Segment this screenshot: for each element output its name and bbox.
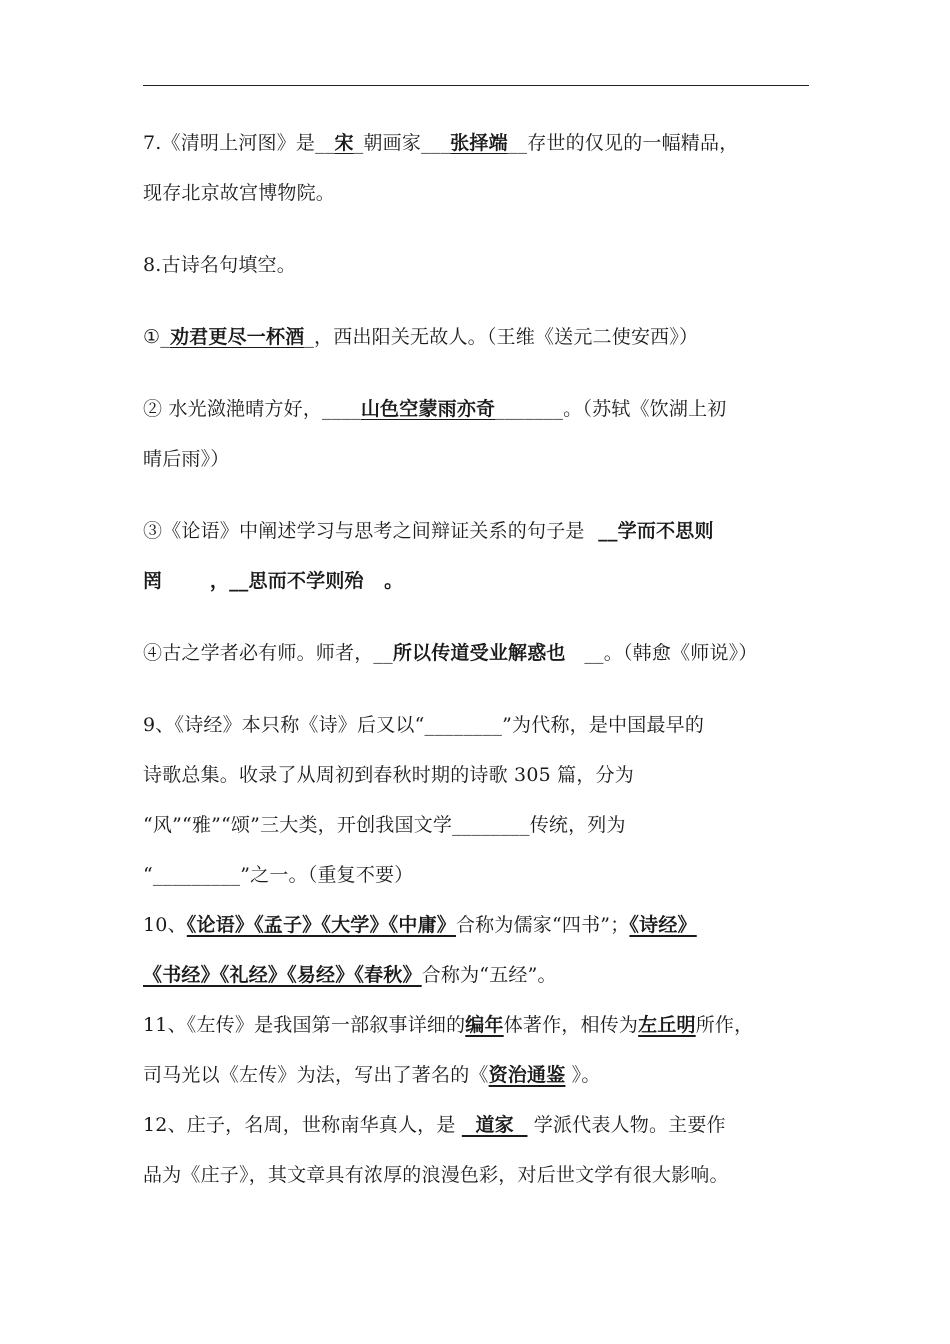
question-8-item-2: ② 水光潋滟晴方好，____山色空蒙雨亦奇_______。（苏轼《饮湖上初 晴后雨》）	[143, 398, 727, 470]
question-7-line-2: 现存北京故宫博物院。	[143, 182, 336, 204]
header-rule	[143, 85, 809, 86]
question-11: 11、《左传》是我国第一部叙事详细的编年体著作，相传为左丘明所作， 司马光以《左传》为法，写出了著名的《资治通鉴 》。	[143, 1014, 754, 1086]
answer-8-1: 劝君更尽一杯酒	[169, 326, 305, 348]
answer-song: 宋	[334, 132, 354, 154]
blank-9-1: ________	[424, 714, 503, 736]
question-8-item-3: ③《论语》中阐述学习与思考之间辩证关系的句子是 __学而不思则 罔 ，__思而不学则殆 。	[143, 520, 714, 592]
answer-five-classics-b: 《书经》《礼经》《易经》《春秋》	[143, 964, 422, 986]
answer-zhang-zeduan: 张择端	[450, 132, 508, 154]
answer-zuo-qiuming: 左丘明	[638, 1014, 696, 1036]
answer-8-2: 山色空蒙雨亦奇	[360, 398, 496, 420]
answer-four-books: 《论语》《孟子》《大学》《中庸》	[186, 914, 456, 936]
question-7-line-1: 7.《清明上河图》是__宋_朝画家___张择端__存世的仅见的一幅精品，	[143, 132, 739, 154]
question-7	[143, 118, 813, 218]
question-9: 9、《诗经》本只称《诗》后又以“________”为代称，是中国最早的 诗歌总集。收录了从周初到春秋时期的诗歌 305 篇，分为 “风”“雅”“颂”三大类，开创我国文学________传统，列为 “_________”之一。（重复不要）	[143, 714, 705, 886]
document-body	[143, 118, 813, 1200]
question-12: 12、庄子，名周，世称南华真人，是 道家 学派代表人物。主要作 品为《庄子》，其文章具有浓厚的浪漫色彩，对后世文学有很大影响。	[143, 1114, 729, 1186]
answer-zizhi-tongjian: 资治通鉴	[488, 1064, 566, 1086]
question-8-item-4: ④古之学者必有师。师者，__所以传道受业解惑也 __。（韩愈《师说》）	[143, 642, 758, 664]
answer-five-classics-a: 《诗经》	[629, 914, 697, 936]
question-10: 10、《论语》《孟子》《大学》《中庸》合称为儒家“四书”；《诗经》 《书经》《礼经》《易经》《春秋》合称为“五经”。	[143, 914, 697, 986]
answer-8-4: 所以传道受业解惑也	[392, 642, 566, 664]
question-8-title: 8.古诗名句填空。	[143, 254, 296, 276]
answer-8-3a: 学而不思则	[617, 520, 714, 542]
answer-8-3b: 思而不学则殆	[248, 570, 364, 592]
blank-9-2: ________	[452, 814, 530, 836]
question-8-item-1: ①_劝君更尽一杯酒_，西出阳关无故人。（王维《送元二使安西》）	[143, 326, 699, 348]
answer-biannian: 编年	[465, 1014, 504, 1036]
blank-9-3: _________	[152, 864, 241, 886]
answer-daojia: 道家	[461, 1114, 528, 1136]
